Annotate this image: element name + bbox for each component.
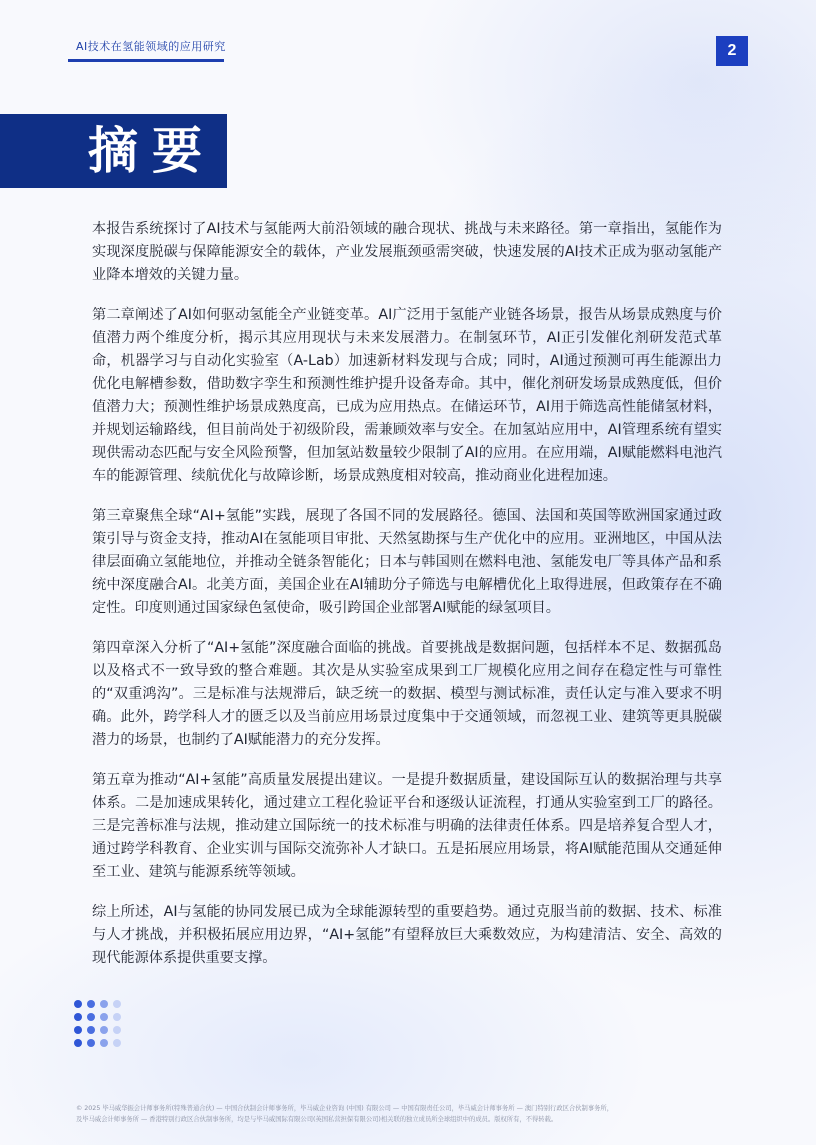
footer-line-1: © 2025 毕马威华振会计师事务所(特殊普通合伙) — 中国合伙制会计师事务所，毕马威企业咨询 (中国) 有限公司 — 中国有限责任公司，毕马威会计师事务所 — 澳门特别行政区合伙制事务所， [76, 1105, 614, 1112]
paragraph-chapter-3: 第三章聚焦全球“AI+氢能”实践，展现了各国不同的发展路径。德国、法国和英国等欧洲国家通过政策引导与资金支持，推动AI在氢能项目审批、天然氢勘探与生产优化中的应用。亚洲地区，中国从法律层面确立氢能地位，并推动全链条智能化；日本与韩国则在燃料电池、氢能发电厂等具体产品和系统中深度融合AI。北美方面，美国企业在AI辅助分子筛选与电解槽优化上取得进展，但政策存在不确定性。印度则通过国家绿色氢使命，吸引跨国企业部署AI赋能的绿氢项目。 [92, 508, 722, 616]
decorative-dot [87, 1013, 95, 1021]
decorative-dot [74, 1013, 82, 1021]
report-title: AI技术在氢能领域的应用研究 [76, 40, 226, 53]
decorative-dot [100, 1000, 108, 1008]
decorative-dot [113, 1039, 121, 1047]
decorative-dot [100, 1039, 108, 1047]
copyright-footer [76, 1103, 748, 1125]
decorative-dot-grid [74, 1000, 121, 1047]
paragraph-chapter-2: 第二章阐述了AI如何驱动氢能全产业链变革。AI广泛用于氢能产业链各场景，报告从场景成熟度与价值潜力两个维度分析，揭示其应用现状与未来发展潜力。在制氢环节，AI正引发催化剂研发范式革命，机器学习与自动化实验室（A-Lab）加速新材料发现与合成；同时，AI通过预测可再生能源出力优化电解槽参数，借助数字孪生和预测性维护提升设备寿命。其中，催化剂研发场景成熟度低，但价值潜力大；预测性维护场景成熟度高，已成为应用热点。在储运环节，AI用于筛选高性能储氢材料，并规划运输路线，但目前尚处于初级阶段，需兼顾效率与安全。在加氢站应用中，AI管理系统有望实现供需动态匹配与安全风险预警，但加氢站数量较少限制了AI的应用。在应用端，AI赋能燃料电池汽车的能源管理、续航优化与故障诊断，场景成熟度相对较高，推动商业化进程加速。 [92, 307, 722, 484]
decorative-dot [74, 1039, 82, 1047]
decorative-dot [74, 1026, 82, 1034]
decorative-dot [87, 1039, 95, 1047]
decorative-dot [113, 1013, 121, 1021]
decorative-dot [100, 1026, 108, 1034]
section-title: 摘要 [88, 122, 216, 180]
decorative-dot [100, 1013, 108, 1021]
decorative-dot [87, 1026, 95, 1034]
paragraph-conclusion: 综上所述，AI与氢能的协同发展已成为全球能源转型的重要趋势。通过克服当前的数据、技术、标准与人才挑战，并积极拓展应用边界，“AI+氢能”有望释放巨大乘数效应，为构建清洁、安全、高效的现代能源体系提供重要支撑。 [92, 904, 722, 966]
paragraph-chapter-4: 第四章深入分析了“AI+氢能”深度融合面临的挑战。首要挑战是数据问题，包括样本不足、数据孤岛以及格式不一致导致的整合难题。其次是从实验室成果到工厂规模化应用之间存在稳定性与可靠性的“双重鸿沟”。三是标准与法规滞后，缺乏统一的数据、模型与测试标准，责任认定与准入要求不明确。此外，跨学科人才的匮乏以及当前应用场景过度集中于交通领域，而忽视工业、建筑等更具脱碳潜力的场景，也制约了AI赋能潜力的充分发挥。 [92, 640, 722, 748]
paragraph-chapter-5: 第五章为推动“AI+氢能”高质量发展提出建议。一是提升数据质量，建设国际互认的数据治理与共享体系。二是加速成果转化，通过建立工程化验证平台和逐级认证流程，打通从实验室到工厂的路径。三是完善标准与法规，推动建立国际统一的技术标准与明确的法律责任体系。四是培养复合型人才，通过跨学科教育、企业实训与国际交流弥补人才缺口。五是拓展应用场景，将AI赋能范围从交通延伸至工业、建筑与能源系统等领域。 [92, 772, 722, 880]
footer-line-2: 及毕马威会计师事务所 — 香港特别行政区合伙制事务所，均是与毕马威国际有限公司(英国私营担保有限公司)相关联的独立成员所全球组织中的成员。版权所有，不得转载。 [76, 1116, 558, 1123]
abstract-body [92, 218, 722, 987]
decorative-dot [74, 1000, 82, 1008]
header-underline [68, 59, 224, 62]
decorative-dot [87, 1000, 95, 1008]
paragraph-intro: 本报告系统探讨了AI技术与氢能两大前沿领域的融合现状、挑战与未来路径。第一章指出，氢能作为实现深度脱碳与保障能源安全的载体，产业发展瓶颈亟需突破，快速发展的AI技术正成为驱动氢能产业降本增效的关键力量。 [92, 221, 722, 283]
page-number: 2 [716, 36, 748, 66]
decorative-dot [113, 1026, 121, 1034]
decorative-dot [113, 1000, 121, 1008]
